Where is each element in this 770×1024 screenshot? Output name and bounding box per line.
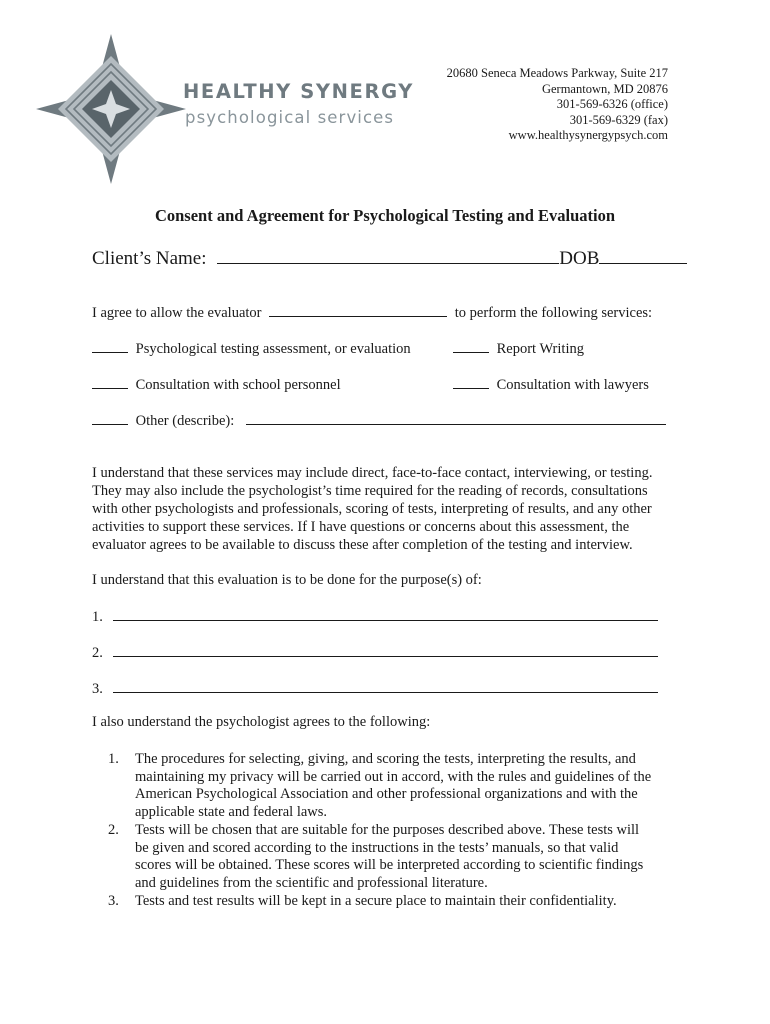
purpose-field-3[interactable] — [113, 680, 658, 693]
service-other-label: Other (describe): — [135, 413, 235, 429]
service-other — [92, 412, 666, 430]
form-title: Consent and Agreement for Psychological Testing and Evaluation — [154, 206, 616, 225]
list-number: 3. — [108, 892, 119, 909]
list-line: applicable state and federal laws. — [135, 804, 328, 821]
service-testing-label: Psychological testing assessment, or evaluation — [135, 341, 411, 357]
purpose-number: 1. — [92, 609, 103, 625]
paragraph-line: I understand that these services may include direct, face-to-face contact, interviewing, or testing. — [92, 465, 653, 481]
service-lawyers-check[interactable] — [453, 376, 489, 389]
purpose-field-1[interactable] — [113, 608, 658, 621]
fax-number: 301-569-6329 (fax) — [569, 112, 668, 127]
agreements-list — [108, 751, 688, 910]
list-item — [108, 822, 688, 893]
purpose-row-3 — [92, 680, 658, 698]
client-info-row — [92, 247, 687, 270]
address-city: Germantown, MD 20876 — [541, 81, 668, 96]
office-phone: 301-569-6326 (office) — [556, 97, 668, 111]
service-testing — [92, 340, 411, 358]
paragraph-line: evaluator agrees to be available to discuss these after completion of the testing and interview. — [92, 537, 633, 553]
purpose-intro: I understand that this evaluation is to be done for the purpose(s) of: — [92, 572, 482, 588]
service-school-label: Consultation with school personnel — [135, 377, 341, 393]
list-line: be given and scored according to the instructions in the tests’ manuals, so that valid — [135, 839, 619, 856]
client-name-field[interactable] — [217, 247, 559, 264]
purpose-row-2 — [92, 644, 658, 662]
purpose-row-1 — [92, 608, 658, 626]
list-line: scores will be obtained. These scores will be interpreted according to scientific findings — [135, 857, 644, 874]
list-line: Tests and test results will be kept in a secure place to maintain their confidentiality. — [135, 892, 617, 909]
service-other-check[interactable] — [92, 412, 128, 425]
purpose-number: 3. — [92, 681, 103, 697]
paragraph-line: with other psychologists and professionals, scoring of tests, interpreting of results, and any other — [92, 501, 652, 517]
healthy-synergy-logo — [34, 32, 188, 186]
list-number: 1. — [108, 751, 119, 767]
address-street: 20680 Seneca Meadows Parkway, Suite 217 — [446, 66, 668, 80]
evaluator-name-field[interactable] — [269, 304, 447, 317]
service-testing-check[interactable] — [92, 340, 128, 353]
service-school-check[interactable] — [92, 376, 128, 389]
logo-title: HEALTHY SYNERGY — [183, 80, 414, 103]
agreements-intro: I also understand the psychologist agrees to the following: — [92, 714, 431, 730]
services-understanding-paragraph — [92, 464, 692, 554]
evaluator-agreement-line — [92, 304, 652, 322]
client-name-label: Client’s Name: — [92, 248, 207, 269]
list-line: The procedures for selecting, giving, and scoring the tests, interpreting the results, and — [135, 751, 636, 767]
website-link[interactable]: www.healthysynergypsych.com — [508, 128, 668, 142]
dob-label: DOB — [559, 248, 600, 269]
list-number: 2. — [108, 821, 119, 838]
practice-address — [447, 66, 668, 144]
purpose-number: 2. — [92, 645, 103, 661]
purpose-field-2[interactable] — [113, 644, 658, 657]
list-item — [108, 893, 688, 911]
agree-suffix: to perform the following services: — [454, 305, 653, 321]
paragraph-line: activities to support these services. If I have questions or concerns about this assessment, the — [92, 519, 630, 535]
service-lawyers — [453, 376, 649, 394]
service-other-description-field[interactable] — [246, 412, 666, 425]
list-item — [108, 751, 688, 822]
list-line: American Psychological Association and other professional organizations and with the — [135, 786, 638, 803]
agree-prefix: I agree to allow the evaluator — [92, 305, 262, 321]
service-report — [453, 340, 584, 358]
service-school — [92, 376, 341, 394]
service-report-label: Report Writing — [496, 341, 584, 357]
paragraph-line: They may also include the psychologist’s time required for the reading of records, consultations — [92, 483, 648, 499]
service-report-check[interactable] — [453, 340, 489, 353]
dob-field[interactable] — [599, 247, 687, 264]
list-line: Tests will be chosen that are suitable for the purposes described above. These tests will — [135, 821, 640, 838]
list-line: and guidelines from the scientific and professional literature. — [135, 874, 488, 891]
logo-subtitle: psychological services — [185, 108, 395, 127]
list-line: maintaining my privacy will be carried out in accord, with the rules and guidelines of the — [135, 768, 652, 785]
service-lawyers-label: Consultation with lawyers — [496, 377, 649, 393]
